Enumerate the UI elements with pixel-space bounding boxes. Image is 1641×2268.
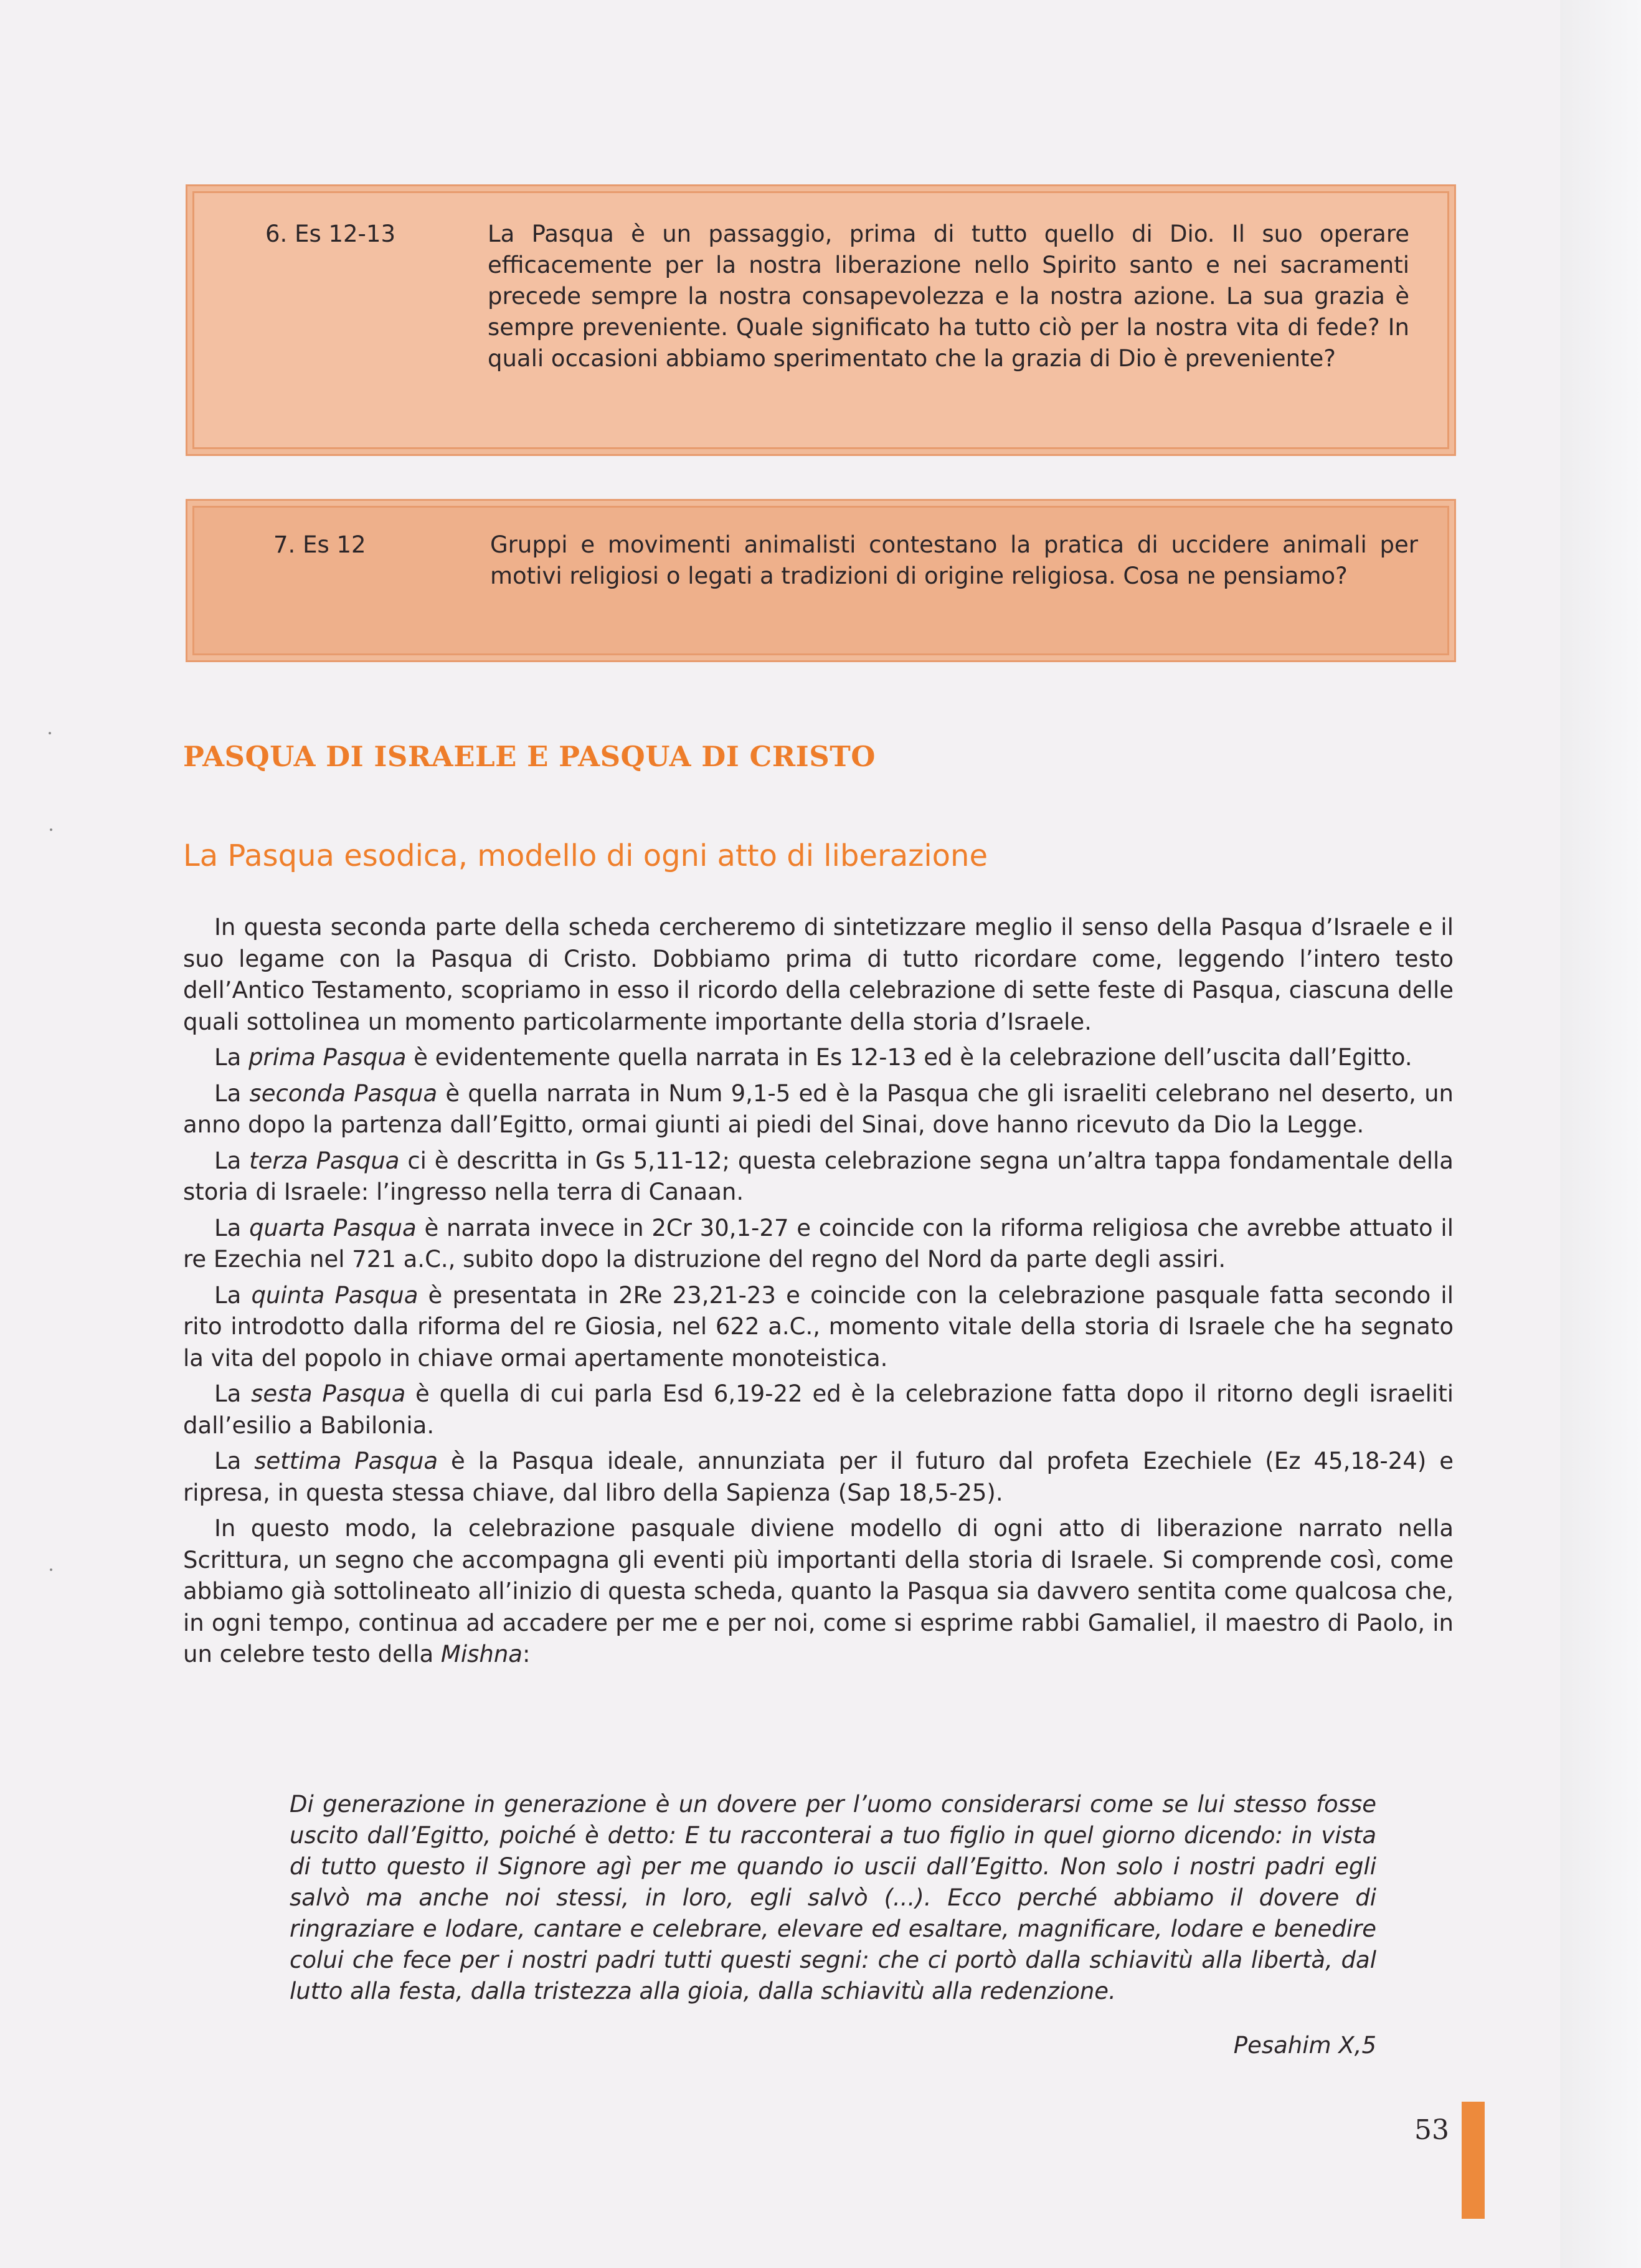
mishna-quote: Di generazione in generazione è un dovere per l’uomo considerarsi come se lui stesso fosse uscito dall’Egitto, poiché è detto: E tu racconterai a tuo figlio in quel giorno dicendo: in vista di tutto questo il Signore agì per me quando io uscii dall’Egitto. Non solo i nostri padri egli salvò ma anche noi stessi, in loro, egli salvò (...). Ecco perché abbiamo il dovere di ringraziare e lodare, cantare e celebrare, elevare ed esaltare, magnificare, lodare e benedire colui che fece per i nostri padri tutti questi segni: che ci portò dalla schiavitù alla libertà, dal lutto alla festa, dalla tristezza alla gioia, dalla schiavitù alla redenzione.	[290, 1791, 1376, 2005]
question-reference: 6. Es 12-13	[265, 221, 395, 247]
paragraph: La prima Pasqua è evidentemente quella narrata in Es 12-13 ed è la celebrazione dell’uscita dall’Egitto.	[214, 1044, 1412, 1071]
question-box-7	[186, 499, 1456, 662]
body-text	[183, 912, 1454, 1675]
page-tab-bar	[1462, 2102, 1485, 2219]
paragraph: La sesta Pasqua è quella di cui parla Esd 6,19-22 ed è la celebrazione fatta dopo il ritorno degli israeliti dall’esilio a Babilonia.	[183, 1380, 1454, 1439]
scan-mark	[50, 1568, 52, 1571]
paragraph: In questo modo, la celebrazione pasquale diviene modello di ogni atto di liberazione narrato nella Scrittura, un segno che accompagna gli eventi più importanti della storia di Israele. Si comprende così, come abbiamo già sottolineato all’inizio di questa scheda, quanto la Pasqua sia davvero sentita come qualcosa che, in ogni tempo, continua ad accadere per me e per noi, come si esprime rabbi Gamaliel, il maestro di Paolo, in un celebre testo della Mishna:	[183, 1515, 1454, 1668]
paragraph: La settima Pasqua è la Pasqua ideale, annunziata per il futuro dal profeta Ezechiele (Ez 45,18-24) e ripresa, in questa stessa chiave, dal libro della Sapienza (Sap 18,5-25).	[183, 1448, 1454, 1506]
scan-mark	[49, 732, 51, 734]
paragraph: La seconda Pasqua è quella narrata in Num 9,1-5 ed è la Pasqua che gli israeliti celebrano nel deserto, un anno dopo la partenza dall’Egitto, ormai giunti ai piedi del Sinai, dove hanno ricevuto da Dio la Legge.	[183, 1079, 1454, 1138]
scan-mark	[50, 828, 52, 831]
subtitle: La Pasqua esodica, modello di ogni atto di liberazione	[183, 838, 988, 873]
paragraph: La quinta Pasqua è presentata in 2Re 23,21-23 e coincide con la celebrazione pasquale fatta secondo il rito introdotto dalla riforma del re Giosia, nel 622 a.C., momento vitale della storia di Israele che ha segnato la vita del popolo in chiave ormai apertamente monoteistica.	[183, 1281, 1454, 1372]
paragraph: La terza Pasqua ci è descritta in Gs 5,11-12; questa celebrazione segna un’altra tappa fondamentale della storia di Israele: l’ingresso nella terra di Canaan.	[183, 1147, 1454, 1205]
question-box-6	[186, 184, 1456, 456]
paragraph: La quarta Pasqua è narrata invece in 2Cr 30,1-27 e coincide con la riforma religiosa che avrebbe attuato il re Ezechia nel 721 a.C., subito dopo la distruzione del regno del Nord da parte degli assiri.	[183, 1214, 1454, 1273]
question-reference: 7. Es 12	[273, 531, 366, 558]
paragraph: In questa seconda parte della scheda cercheremo di sintetizzare meglio il senso della Pasqua d’Israele e il suo legame con la Pasqua di Cristo. Dobbiamo prima di tutto ricordare come, leggendo l’intero testo dell’Antico Testamento, scopriamo in esso il ricordo della celebrazione di sette feste di Pasqua, ciascuna delle quali sottolinea un momento particolarmente importante della storia d’Israele.	[183, 914, 1454, 1035]
page-edge-shadow	[1560, 0, 1641, 2268]
question-text: Gruppi e movimenti animalisti contestano la pratica di uccidere animali per motivi religiosi o legati a tradizioni di origine religiosa. Cosa ne pensiamo?	[490, 531, 1418, 589]
section-title: PASQUA DI ISRAELE E PASQUA DI CRISTO	[183, 740, 876, 773]
quote-source: Pesahim X,5	[1233, 2032, 1376, 2059]
question-text: La Pasqua è un passaggio, prima di tutto quello di Dio. Il suo operare efficacemente per la nostra liberazione nello Spirito santo e nei sacramenti precede sempre la nostra consapevolezza e la nostra azione. La sua grazia è sempre preveniente. Quale significato ha tutto ciò per la nostra vita di fede? In quali occasioni abbiamo sperimentato che la grazia di Dio è preveniente?	[488, 221, 1409, 372]
page-number: 53	[1414, 2114, 1449, 2146]
